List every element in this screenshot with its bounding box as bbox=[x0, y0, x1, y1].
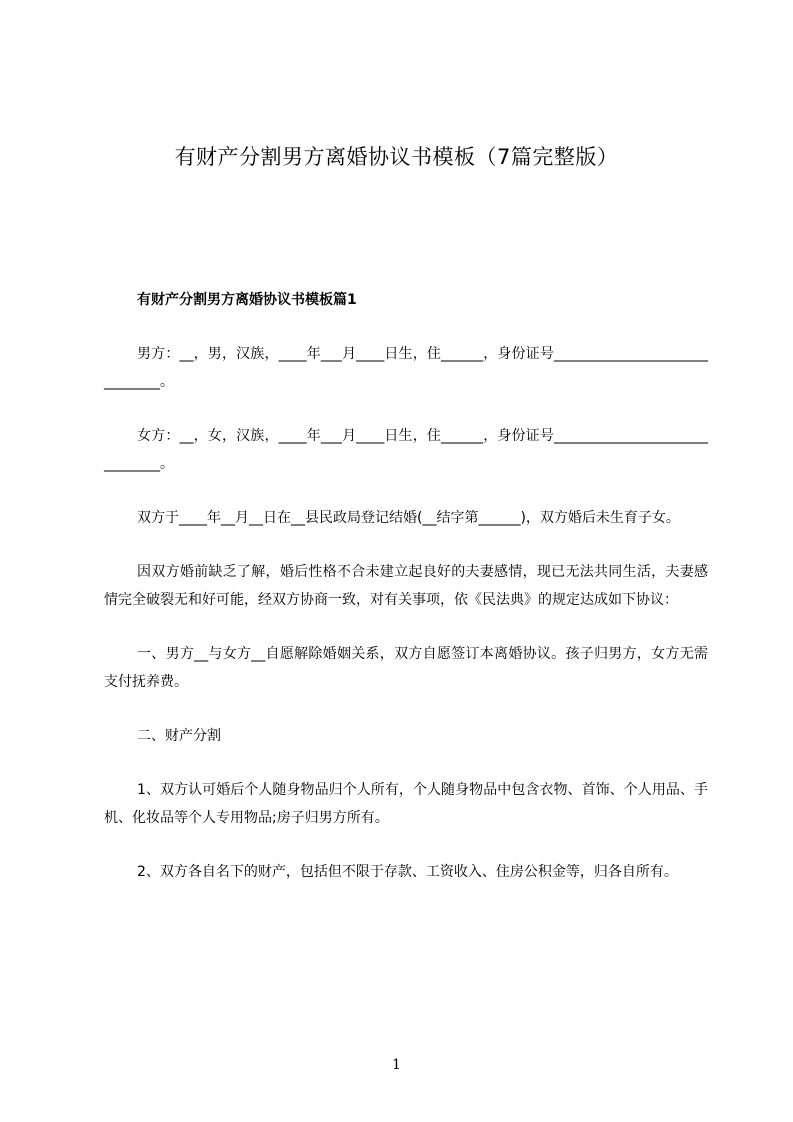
section-heading: 有财产分割男方离婚协议书模板篇1 bbox=[137, 292, 357, 308]
page-number: 1 bbox=[392, 1057, 401, 1073]
document-body bbox=[104, 286, 708, 912]
paragraph-property-1: 1、双方认可婚后个人随身物品归个人所有，个人随身物品中包含衣物、首饰、个人用品、手机、化妆品等个人专用物品;房子归男方所有。 bbox=[104, 782, 708, 826]
paragraph-clause-2-heading: 二、财产分割 bbox=[137, 728, 221, 744]
paragraph-marriage-registration: 双方于____年__月__日在__县民政局登记结婚(__结字第______)，双方婚后未生育子女。 bbox=[137, 510, 680, 526]
paragraph-property-2: 2、双方各自名下的财产，包括但不限于存款、工资收入、住房公积金等，归各自所有。 bbox=[137, 864, 678, 880]
paragraph-female-party: 女方：__，女，汉族，____年___月____日生，住______，身份证号______________________________。 bbox=[104, 428, 708, 472]
document-title: 有财产分割男方离婚协议书模板（7篇完整版） bbox=[174, 145, 619, 169]
paragraph-clause-1: 一、男方__与女方__自愿解除婚姻关系，双方自愿签订本离婚协议。孩子归男方，女方无需支付抚养费。 bbox=[104, 646, 708, 690]
paragraph-reason: 因双方婚前缺乏了解，婚后性格不合未建立起良好的夫妻感情，现已无法共同生活，夫妻感情完全破裂无和好可能，经双方协商一致，对有关事项，依《民法典》的规定达成如下协议： bbox=[104, 564, 708, 608]
paragraph-male-party: 男方：__，男，汉族，____年___月____日生，住______，身份证号______________________________。 bbox=[104, 346, 708, 390]
